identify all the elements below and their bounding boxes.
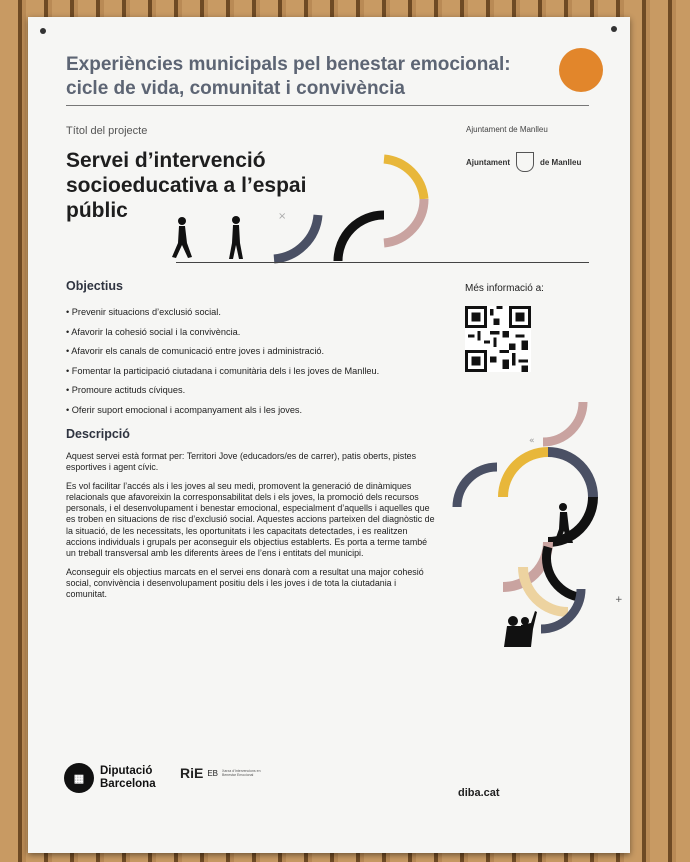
list-item: • Fomentar la participació ciutadana i comunitària dels i les joves de Manlleu.: [66, 362, 466, 382]
descripcio-text: [66, 451, 438, 608]
more-info-label: Més informació a:: [465, 283, 544, 294]
svg-text:«: «: [529, 436, 535, 446]
header-rule: [66, 105, 589, 106]
xarxa-logo-text: RiE: [180, 765, 204, 781]
title-line-1: Experiències municipals pel benestar emocional:: [66, 54, 511, 75]
orange-circle: [559, 48, 603, 92]
diputacio-logo: [64, 763, 156, 793]
objectius-list: [66, 303, 466, 420]
shield-icon: [516, 152, 534, 172]
ground-line: [176, 262, 589, 263]
site-link[interactable]: diba.cat: [458, 787, 500, 799]
poster-title: [66, 53, 546, 101]
diputacio-line-2: Barcelona: [100, 778, 156, 790]
diputacio-text: [100, 765, 156, 791]
xarxa-logo: [180, 765, 262, 781]
xarxa-logo-eb: EB: [207, 768, 219, 778]
pin: [40, 28, 46, 34]
xarxa-logo-sub: Xarxa d’Intervencions en Benestar Emocional: [222, 769, 261, 777]
project-label: Títol del projecte: [66, 125, 148, 137]
list-item: • Oferir suport emocional i acompanyament als i les joves.: [66, 401, 466, 421]
list-item: • Prevenir situacions d’exclusió social.: [66, 303, 466, 323]
list-item: • Promoure actituds cíviques.: [66, 381, 466, 401]
project-title: Servei d’intervenció socioeducativa a l’espai públic: [66, 149, 307, 222]
ajuntament-logo-left: Ajuntament: [466, 157, 510, 167]
list-item: • Afavorir els canals de comunicació entre joves i administració.: [66, 342, 466, 362]
descripcio-heading: Descripció: [66, 427, 130, 441]
pin: [611, 26, 617, 32]
diputacio-badge-icon: ▦: [64, 763, 94, 793]
paragraph: Aquest servei està format per: Territori Jove (educadors/es de carrer), patis oberts, pistes esportives i agent cívic.: [66, 451, 417, 473]
ajuntament-logo: [466, 152, 581, 172]
paragraph: Es vol facilitar l’accés als i les joves al seu medi, promovent la generació de dinàmiques relacionals que afavoreixin la corresponsabilitat dels i els joves, la promoció dels recursos personals, i el desenvolupament i benestar emocional, especialment d’aquells i aquelles que es troben en situacions de risc d’exclusió social. Aquestes accions parteixen del diagnòstic de la situació, de les necessitats, les oportunitats i les capacitats detectades, i es realitzen accions individuals i grupals per aconseguir els objectius establerts. Es porta a terme també un treball transversal amb les diferents àrees de l’ens i entitats del municipi.: [66, 480, 435, 559]
objectius-heading: Objectius: [66, 279, 123, 293]
svg-text:×: ×: [278, 211, 287, 222]
list-item: • Afavorir la cohesió social i la convivència.: [66, 323, 466, 343]
walking-people-icon: [172, 216, 243, 259]
poster: [28, 17, 630, 853]
svg-text:+: +: [615, 595, 623, 605]
people-icon: [504, 611, 537, 647]
hero-illustration: [168, 157, 438, 267]
ajuntament-logo-right: de Manlleu: [540, 157, 582, 167]
paragraph: Aconseguir els objectius marcats en el servei ens donarà com a resultat una major cohesió social, convivència i desenvolupament positiu dels i les joves i de tota la ciutadania i comunitat.: [66, 566, 424, 600]
ajuntament-label: Ajuntament de Manlleu: [466, 125, 548, 134]
title-line-2: cicle de vida, comunitat i convivència: [66, 78, 405, 99]
diputacio-line-1: Diputació: [100, 765, 153, 777]
qr-code-icon[interactable]: [465, 306, 531, 372]
side-illustration: [433, 397, 623, 647]
